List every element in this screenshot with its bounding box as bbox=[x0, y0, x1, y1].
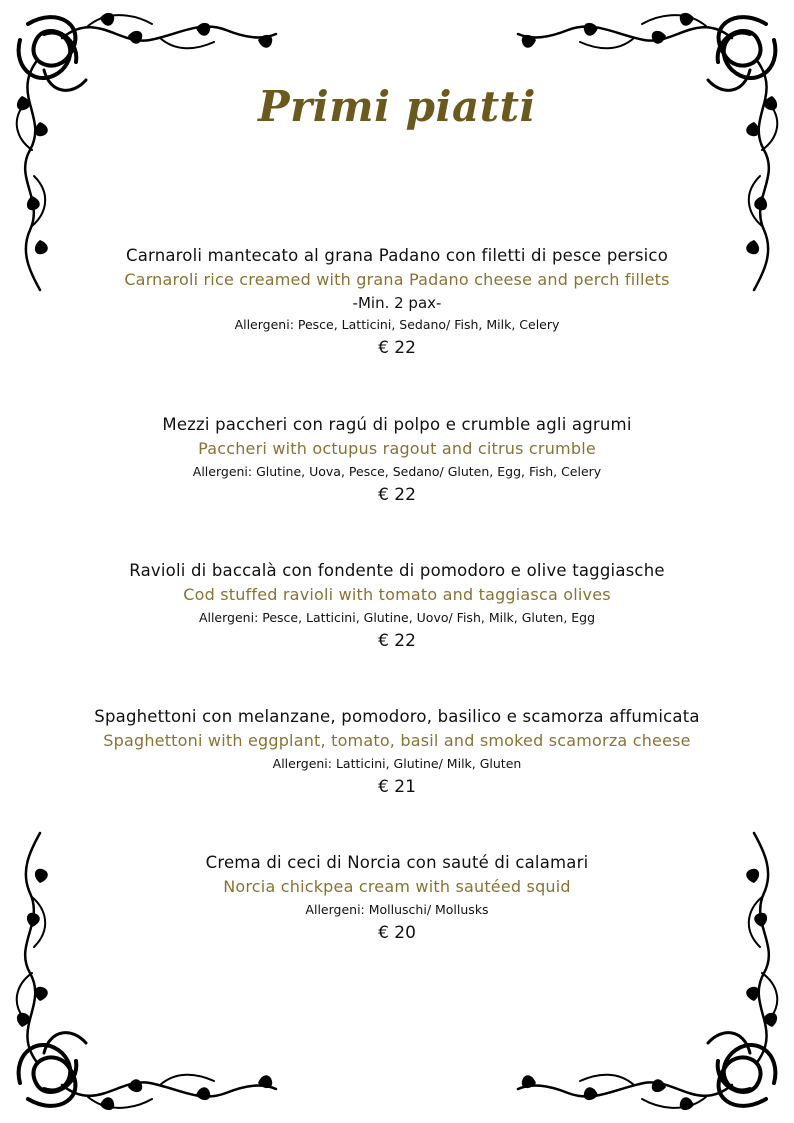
menu-item bbox=[0, 559, 794, 654]
dish-translation: Spaghettoni with eggplant, tomato, basil and smoked scamorza cheese bbox=[103, 731, 691, 750]
dish-price: € 21 bbox=[378, 777, 416, 797]
dish-price: € 22 bbox=[378, 631, 416, 651]
dish-allergens: Allergeni: Latticini, Glutine/ Milk, Gluten bbox=[272, 756, 522, 771]
page-title: Primi piatti bbox=[258, 82, 536, 131]
dish-allergens: Allergeni: Pesce, Latticini, Sedano/ Fish, Milk, Celery bbox=[234, 317, 560, 332]
dish-translation: Carnaroli rice creamed with grana Padano cheese and perch fillets bbox=[124, 270, 670, 289]
dish-price: € 22 bbox=[378, 485, 416, 505]
menu-item bbox=[0, 851, 794, 946]
menu-item bbox=[0, 705, 794, 800]
dish-name: Ravioli di baccalà con fondente di pomodoro e olive taggiasche bbox=[129, 561, 665, 580]
dish-translation: Cod stuffed ravioli with tomato and taggiasca olives bbox=[183, 585, 611, 604]
dish-price: € 20 bbox=[378, 923, 416, 943]
dish-note: -Min. 2 pax- bbox=[352, 294, 442, 312]
dish-allergens: Allergeni: Pesce, Latticini, Glutine, Uovo/ Fish, Milk, Gluten, Egg bbox=[198, 610, 596, 625]
dish-allergens: Allergeni: Glutine, Uova, Pesce, Sedano/ Gluten, Egg, Fish, Celery bbox=[192, 464, 602, 479]
dish-price: € 22 bbox=[378, 338, 416, 358]
menu-item bbox=[0, 413, 794, 508]
dish-allergens: Allergeni: Molluschi/ Mollusks bbox=[305, 902, 489, 917]
dish-name: Mezzi paccheri con ragú di polpo e crumble agli agrumi bbox=[162, 415, 632, 434]
dish-translation: Norcia chickpea cream with sautéed squid bbox=[223, 877, 571, 896]
menu-item bbox=[0, 244, 794, 361]
dish-name: Spaghettoni con melanzane, pomodoro, basilico e scamorza affumicata bbox=[94, 707, 700, 726]
dish-name: Carnaroli mantecato al grana Padano con filetti di pesce persico bbox=[125, 246, 669, 265]
dish-name: Crema di ceci di Norcia con sauté di calamari bbox=[205, 853, 589, 872]
dish-translation: Paccheri with octupus ragout and citrus crumble bbox=[198, 439, 596, 458]
